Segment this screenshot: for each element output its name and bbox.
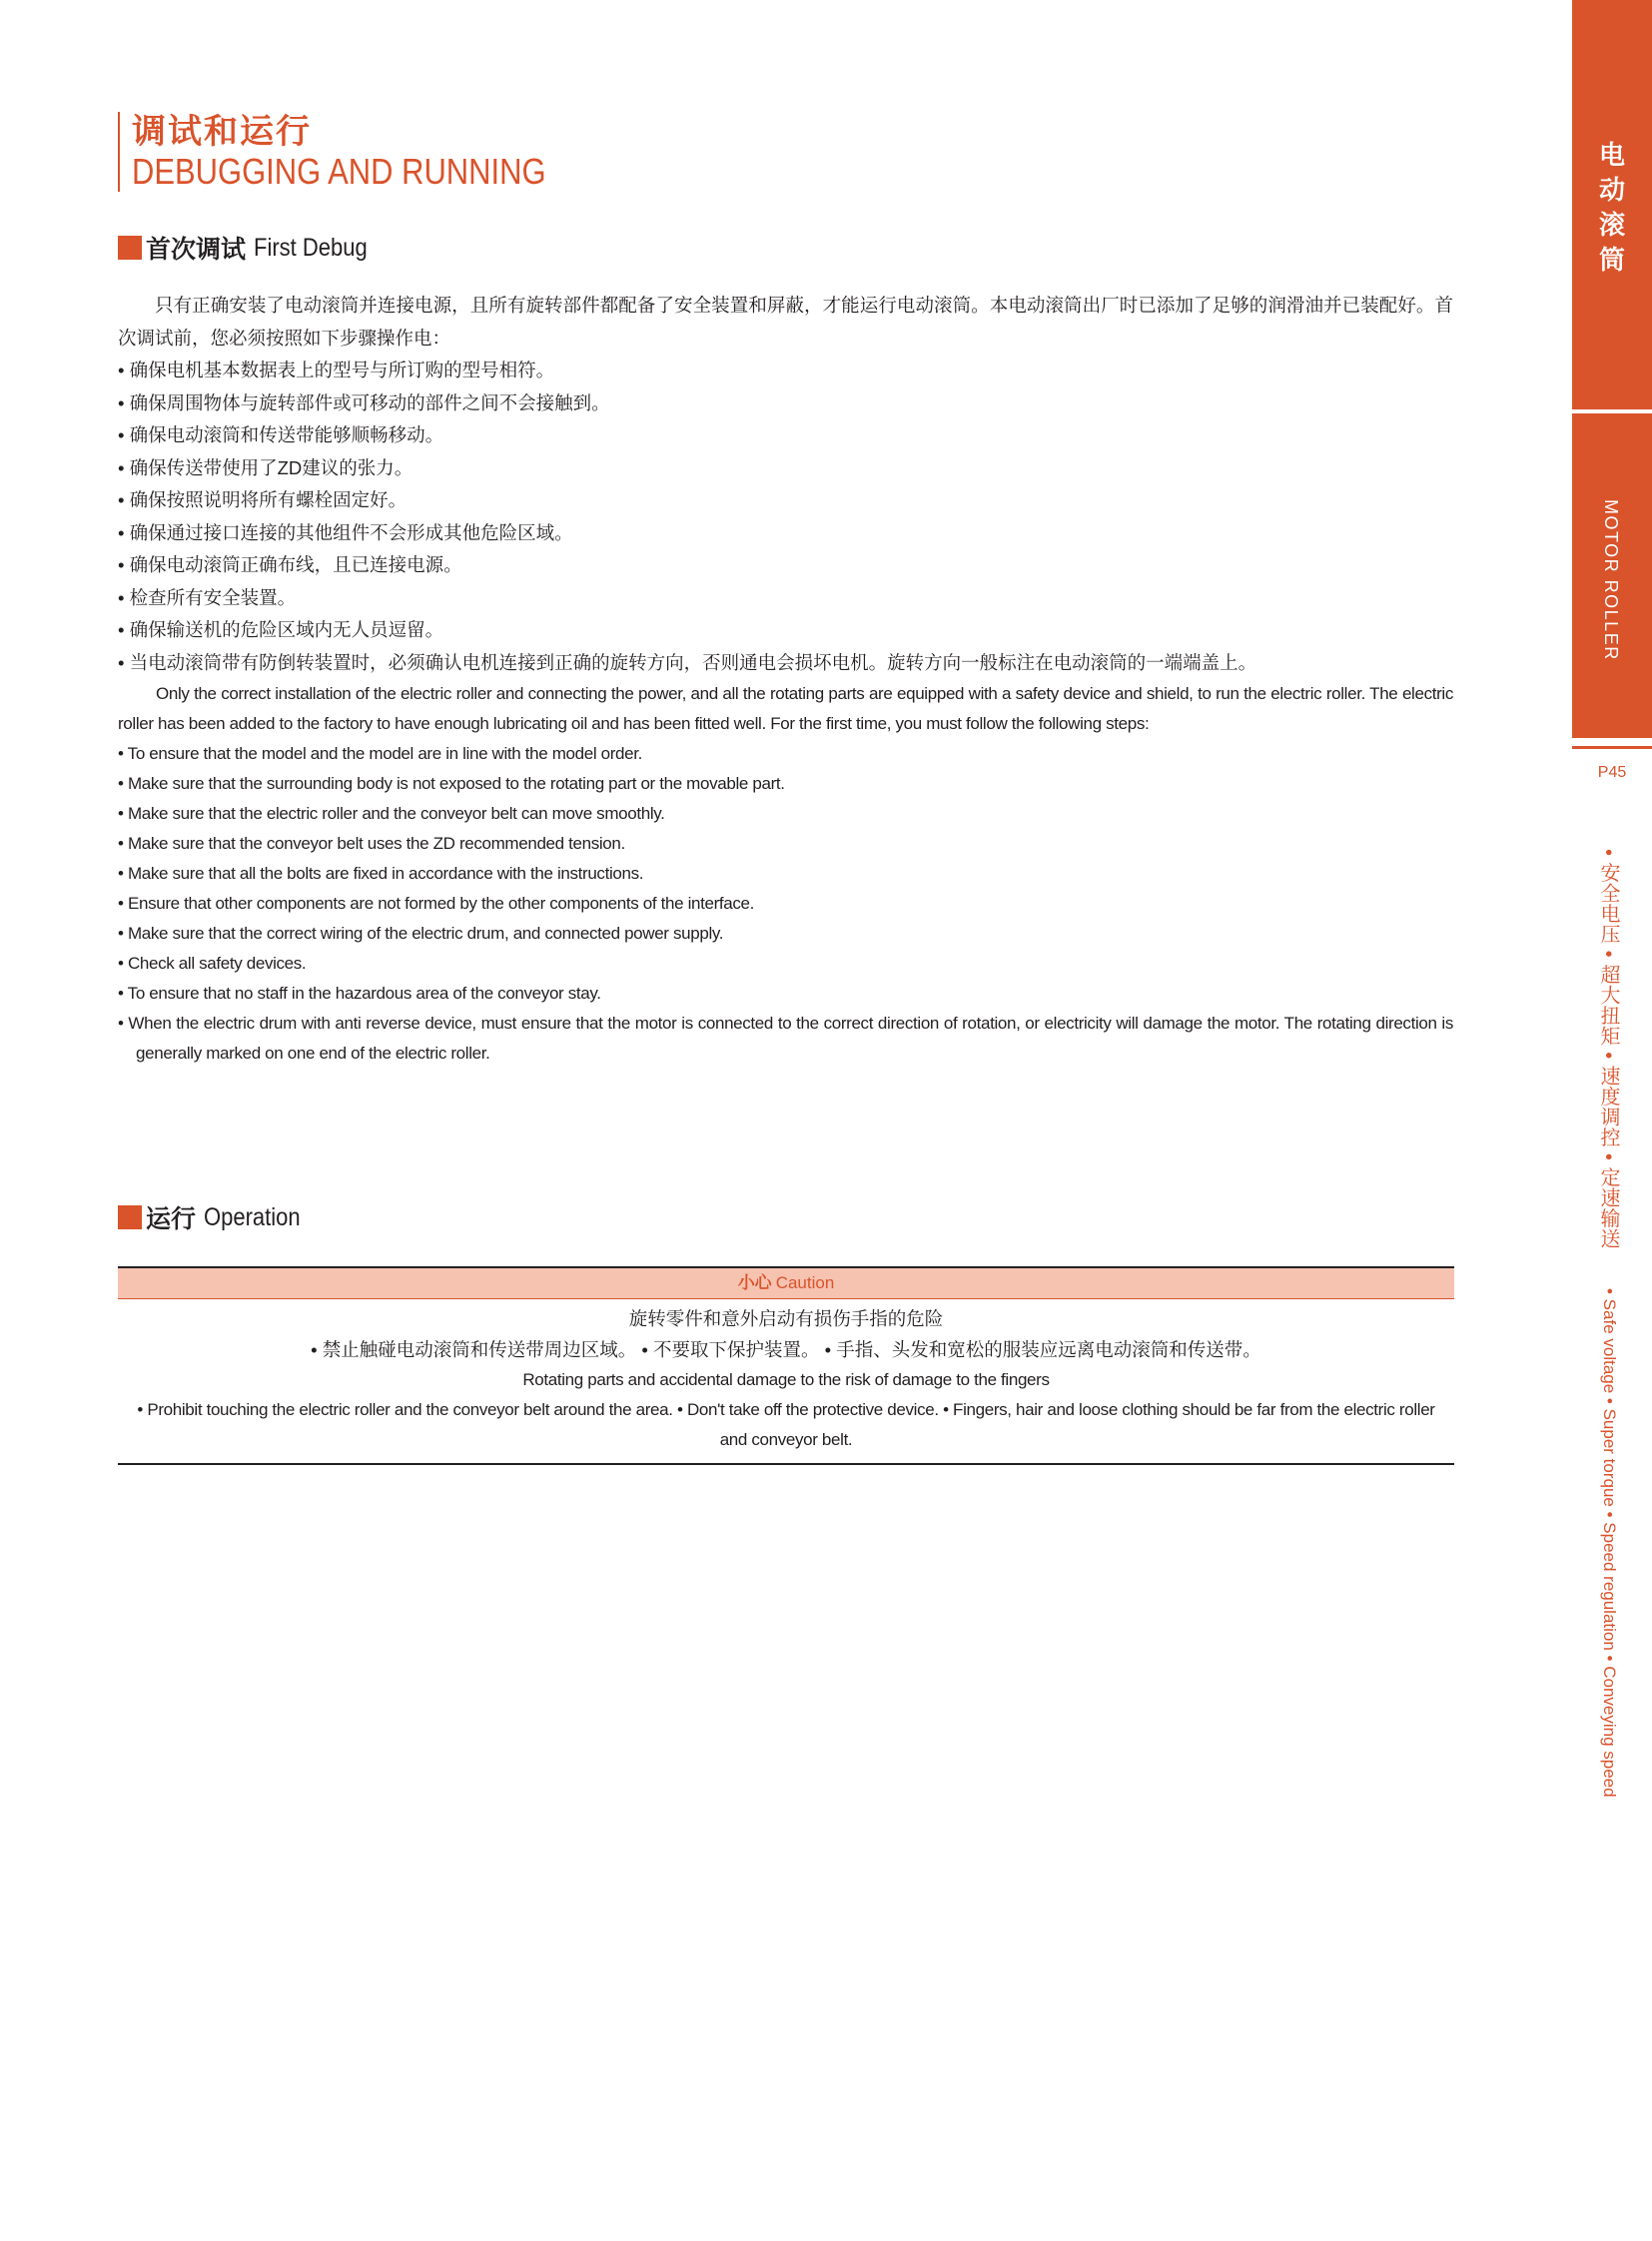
list-item: • 确保输送机的危险区域内无人员逗留。	[118, 619, 444, 640]
page-number: P45	[1597, 764, 1627, 781]
sidebar-category-tab	[1572, 0, 1652, 409]
section-marker-icon	[118, 1205, 142, 1229]
caution-header	[118, 1268, 1454, 1299]
sidebar-char: 动	[1598, 175, 1625, 205]
caution-line-en: Rotating parts and accidental damage to the risk of damage to the fingers	[522, 1370, 1050, 1389]
en-intro-paragraph: Only the correct installation of the electric roller and connecting the power, and all the rotating parts are equipped with a safety device and shield, to run the electric roller. The electric roller has been added to the factory to have enough lubricating oil and has been fitted well. For the first time, you must follow the following steps:	[118, 684, 1453, 733]
section-heading-cn: 首次调试	[146, 236, 247, 264]
section-heading-en: First Debug	[254, 233, 368, 262]
list-item: • 检查所有安全装置。	[118, 586, 297, 608]
list-item: • Make sure that the conveyor belt uses the ZD recommended tension.	[118, 834, 625, 853]
list-item: • 确保电动滚筒正确布线，且已连接电源。	[118, 554, 462, 575]
sidebar-category-en: MOTOR ROLLER	[1601, 499, 1621, 661]
caution-line-cn: 旋转零件和意外启动有损伤手指的危险	[628, 1308, 944, 1329]
sidebar-category-en-tab	[1572, 413, 1652, 738]
list-item: • Make sure that the electric roller and the conveyor belt can move smoothly.	[118, 804, 665, 823]
list-item: • 确保通过接口连接的其他组件不会形成其他危险区域。	[118, 521, 573, 543]
list-item: • Make sure that the surrounding body is not exposed to the rotating part or the movable part.	[118, 774, 785, 793]
caution-rules-cn: • 禁止触碰电动滚筒和传送带周边区域。 • 不要取下保护装置。 • 手指、头发和宽松的服装应远离电动滚筒和传送带。	[311, 1339, 1261, 1360]
first-debug-body	[118, 290, 1453, 1069]
list-item: • 确保按照说明将所有螺栓固定好。	[118, 489, 408, 510]
list-item: • 当电动滚筒带有防倒转装置时，必须确认电机连接到正确的旋转方向，否则通电会损坏电机。旋转方向一般标注在电动滚筒的一端端盖上。	[118, 651, 1257, 673]
list-item: • 确保电机基本数据表上的型号与所订购的型号相符。	[118, 360, 555, 380]
list-item: • Make sure that the correct wiring of the electric drum, and connected power supply.	[118, 924, 724, 943]
list-item: • To ensure that the model and the model are in line with the model order.	[118, 744, 643, 763]
list-item: • 确保电动滚筒和传送带能够顺畅移动。	[118, 424, 444, 445]
sidebar-char: 滚	[1598, 210, 1625, 240]
sidebar-char: 电	[1598, 140, 1625, 170]
list-item: • Make sure that all the bolts are fixed in accordance with the instructions.	[118, 864, 644, 883]
cn-intro-paragraph: 只有正确安装了电动滚筒并连接电源，且所有旋转部件都配备了安全装置和屏蔽，才能运行电动滚筒。本电动滚筒出厂时已添加了足够的润滑油并已装配好。首次调试前，您必须按照如下步骤操作电：	[118, 295, 1453, 349]
section-heading-cn: 运行	[146, 1205, 197, 1233]
caution-body	[118, 1299, 1454, 1463]
sidebar-category-cn	[1572, 138, 1652, 278]
list-item: • When the electric drum with anti reverse device, must ensure that the motor is connected to the correct direction of rotation, or electricity will damage the motor. The rotating direction is generally marked on one end of the electric roller.	[118, 1014, 1453, 1063]
caution-box	[118, 1266, 1454, 1465]
section-heading-operation	[118, 1202, 314, 1232]
page-title-cn: 调试和运行	[132, 113, 312, 151]
list-item: • 确保周围物体与旋转部件或可移动的部件之间不会接触到。	[118, 391, 610, 413]
list-item: • 确保传送带使用了ZD建议的张力。	[118, 456, 413, 478]
caution-rules-en: • Prohibit touching the electric roller and the conveyor belt around the area. • Don't take off the protective device. • Fingers, hair and loose clothing should be far from the electric roller and conveyor belt.	[137, 1400, 1435, 1449]
section-heading-en: Operation	[204, 1202, 301, 1231]
section-marker-icon	[118, 236, 142, 260]
sidebar-char: 筒	[1598, 245, 1625, 275]
cn-step-list	[118, 355, 1453, 679]
sidebar-features-en: • Safe voltage • Super torque • Speed regulation • Conveying speed	[1600, 1288, 1619, 1798]
list-item: • Ensure that other components are not formed by the other components of the interface.	[118, 894, 754, 913]
list-item: • To ensure that no staff in the hazardous area of the conveyor stay.	[118, 984, 601, 1003]
page-title-en: DEBUGGING AND RUNNING	[132, 151, 546, 192]
caution-label-en: Caution	[775, 1273, 835, 1292]
sidebar-features-cn: • 安全电压 • 超大扭矩 • 速度调控 • 定速输送	[1597, 849, 1619, 1249]
list-item: • Check all safety devices.	[118, 954, 307, 973]
caution-label-cn: 小心	[737, 1273, 772, 1292]
section-heading-first-debug	[118, 233, 383, 263]
page-title-block	[118, 112, 613, 192]
sidebar-rule	[1572, 746, 1652, 749]
en-step-block	[118, 679, 1453, 1069]
